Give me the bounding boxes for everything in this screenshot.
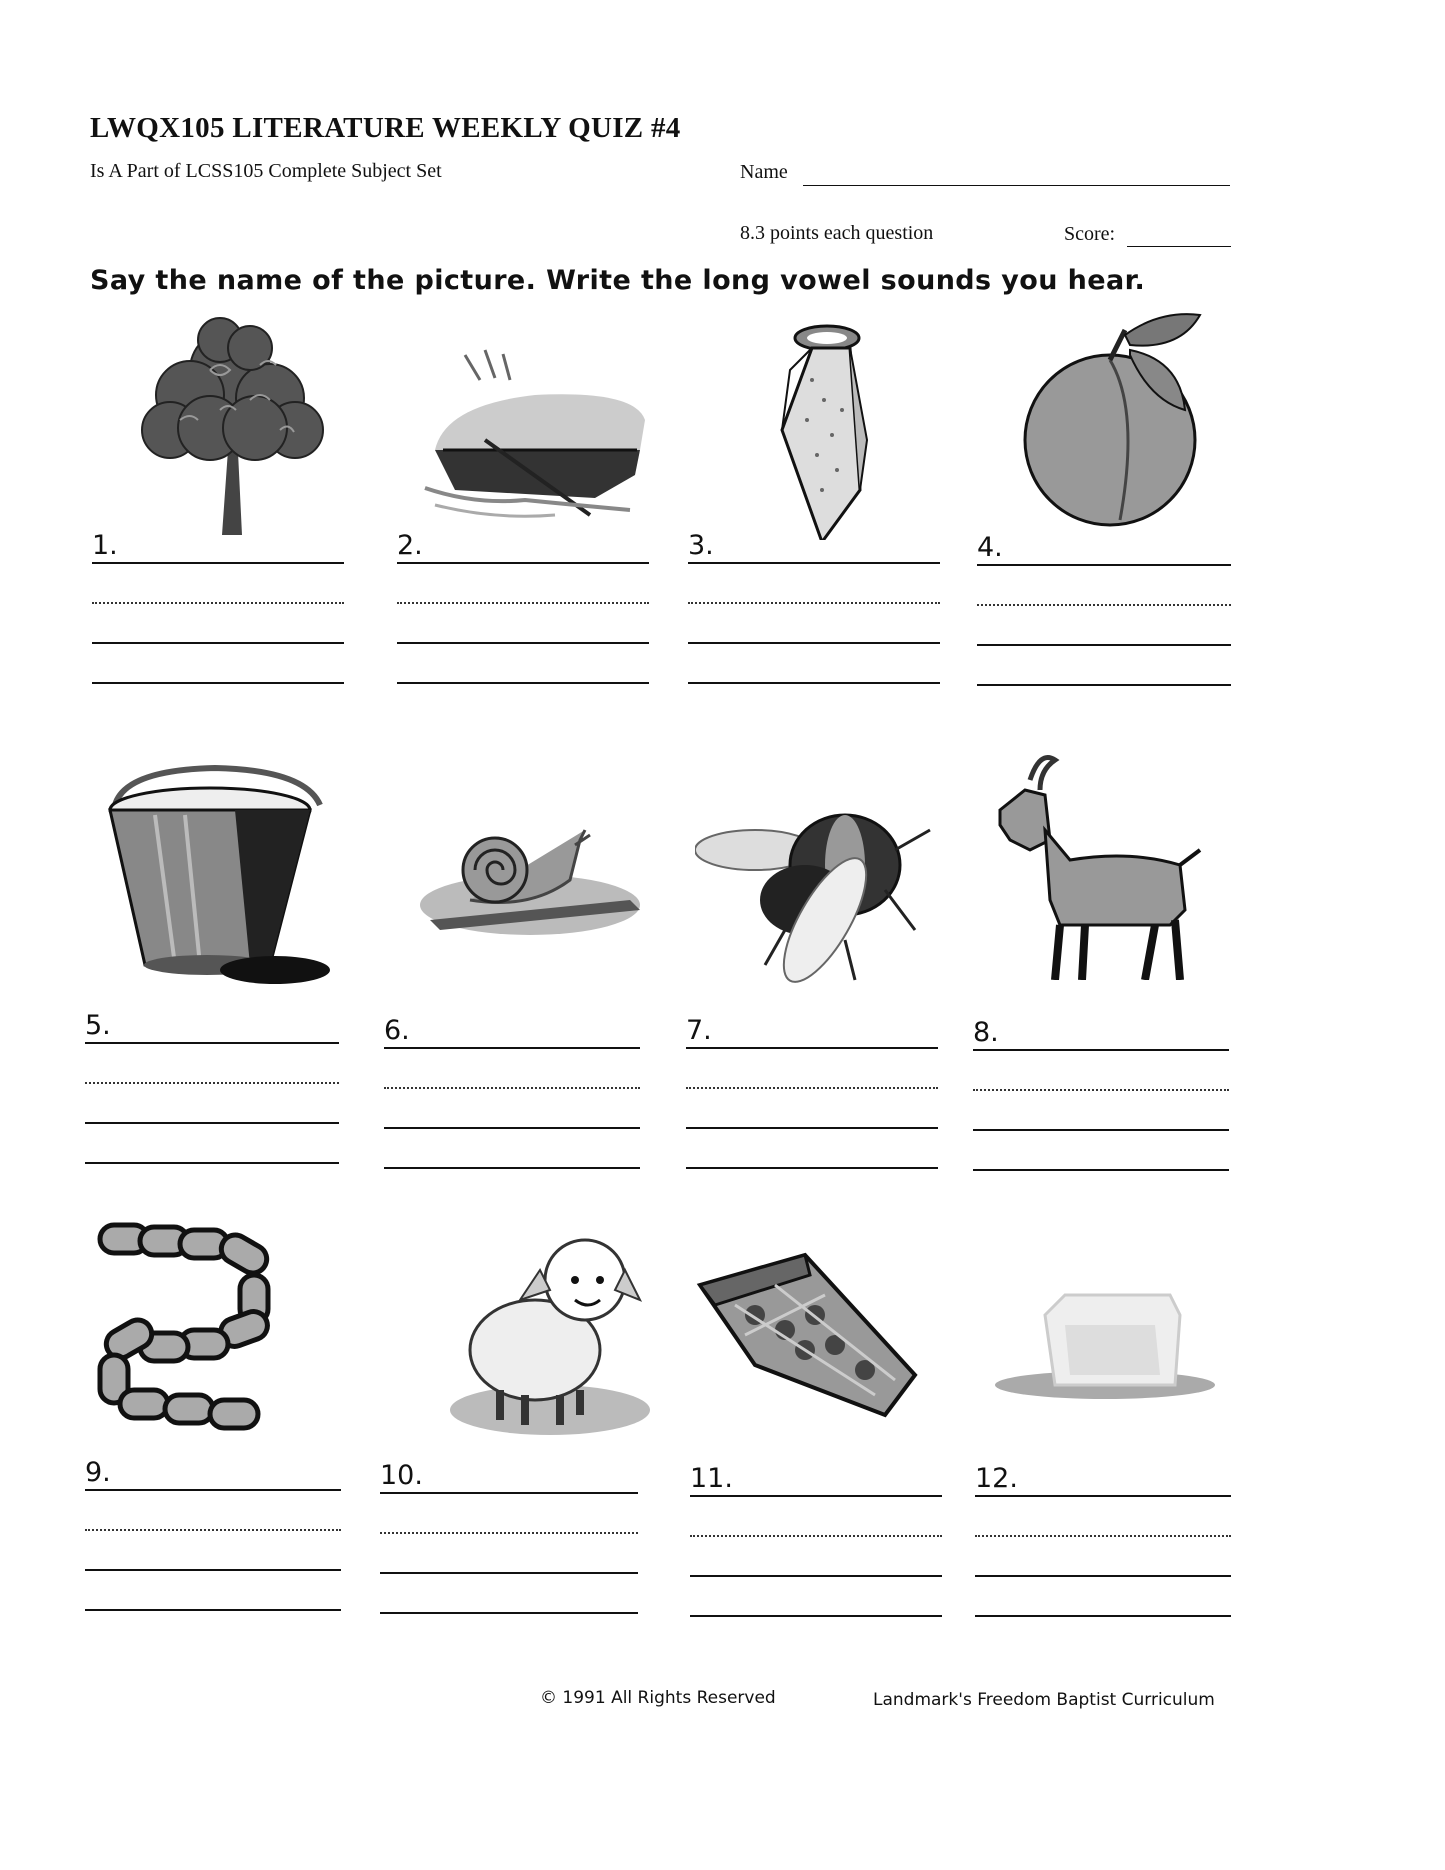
answer-line [397,562,649,564]
question-number: 1. [92,530,118,561]
answer-line [380,1612,638,1614]
answer-line [85,1122,339,1124]
question-number: 4. [977,532,1003,563]
answer-line [85,1529,341,1531]
answer-line [690,1615,942,1617]
answer-line [92,562,344,564]
chain-icon [90,1215,330,1445]
answer-line [92,682,344,684]
answer-line [384,1167,640,1169]
answer-line [686,1087,938,1089]
question-number: 11. [690,1463,733,1494]
answer-line [973,1049,1229,1051]
publisher-text: Landmark's Freedom Baptist Curriculum [873,1690,1215,1710]
instructions: Say the name of the picture. Write the long vowel sounds you hear. [90,265,1146,296]
answer-line [977,604,1231,606]
answer-line [85,1162,339,1164]
answer-line [686,1047,938,1049]
question-number: 7. [686,1015,712,1046]
answer-line [975,1535,1231,1537]
sheep-icon [440,1210,680,1440]
answer-line [384,1087,640,1089]
question-number: 3. [688,530,714,561]
score-label: Score: [1064,223,1116,245]
answer-line [384,1127,640,1129]
points-text: 8.3 points each question [740,222,934,244]
answer-line [380,1532,638,1534]
snail-icon [410,790,650,1020]
answer-line [977,644,1231,646]
quiz-subtitle: Is A Part of LCSS105 Complete Subject Set [90,160,442,182]
question-number: 8. [973,1017,999,1048]
answer-line [975,1495,1231,1497]
answer-line [973,1089,1229,1091]
answer-line [85,1042,339,1044]
answer-line [688,562,940,564]
answer-line [688,642,940,644]
answer-line [397,642,649,644]
tree-icon [110,310,350,540]
boat-icon [415,310,655,540]
answer-line [975,1615,1231,1617]
answer-line [85,1082,339,1084]
answer-line [688,602,940,604]
answer-line [686,1127,938,1129]
ice-cube-icon [995,1285,1235,1515]
question-number: 5. [85,1010,111,1041]
question-number: 6. [384,1015,410,1046]
question-number: 10. [380,1460,423,1491]
answer-line [85,1569,341,1571]
quiz-title: LWQX105 LITERATURE WEEKLY QUIZ #4 [90,112,681,144]
answer-line [85,1609,341,1611]
answer-line [85,1489,341,1491]
answer-line [92,642,344,644]
question-number: 2. [397,530,423,561]
answer-line [384,1047,640,1049]
answer-line [977,564,1231,566]
name-line [803,185,1230,186]
question-number: 12. [975,1463,1018,1494]
answer-line [397,682,649,684]
name-label: Name [740,161,788,183]
score-line [1127,246,1231,247]
answer-line [92,602,344,604]
bee-icon [695,790,935,1020]
answer-line [973,1169,1229,1171]
tie-icon [712,310,952,540]
answer-line [973,1129,1229,1131]
answer-line [380,1492,638,1494]
answer-line [690,1535,942,1537]
answer-line [380,1572,638,1574]
answer-line [397,602,649,604]
answer-line [975,1575,1231,1577]
answer-line [686,1167,938,1169]
pie-icon [695,1245,935,1475]
pail-icon [95,760,335,990]
answer-line [688,682,940,684]
peach-icon [1010,310,1250,540]
goat-icon [980,750,1220,980]
question-number: 9. [85,1457,111,1488]
copyright-text: © 1991 All Rights Reserved [540,1688,776,1708]
answer-line [977,684,1231,686]
answer-line [690,1575,942,1577]
answer-line [690,1495,942,1497]
